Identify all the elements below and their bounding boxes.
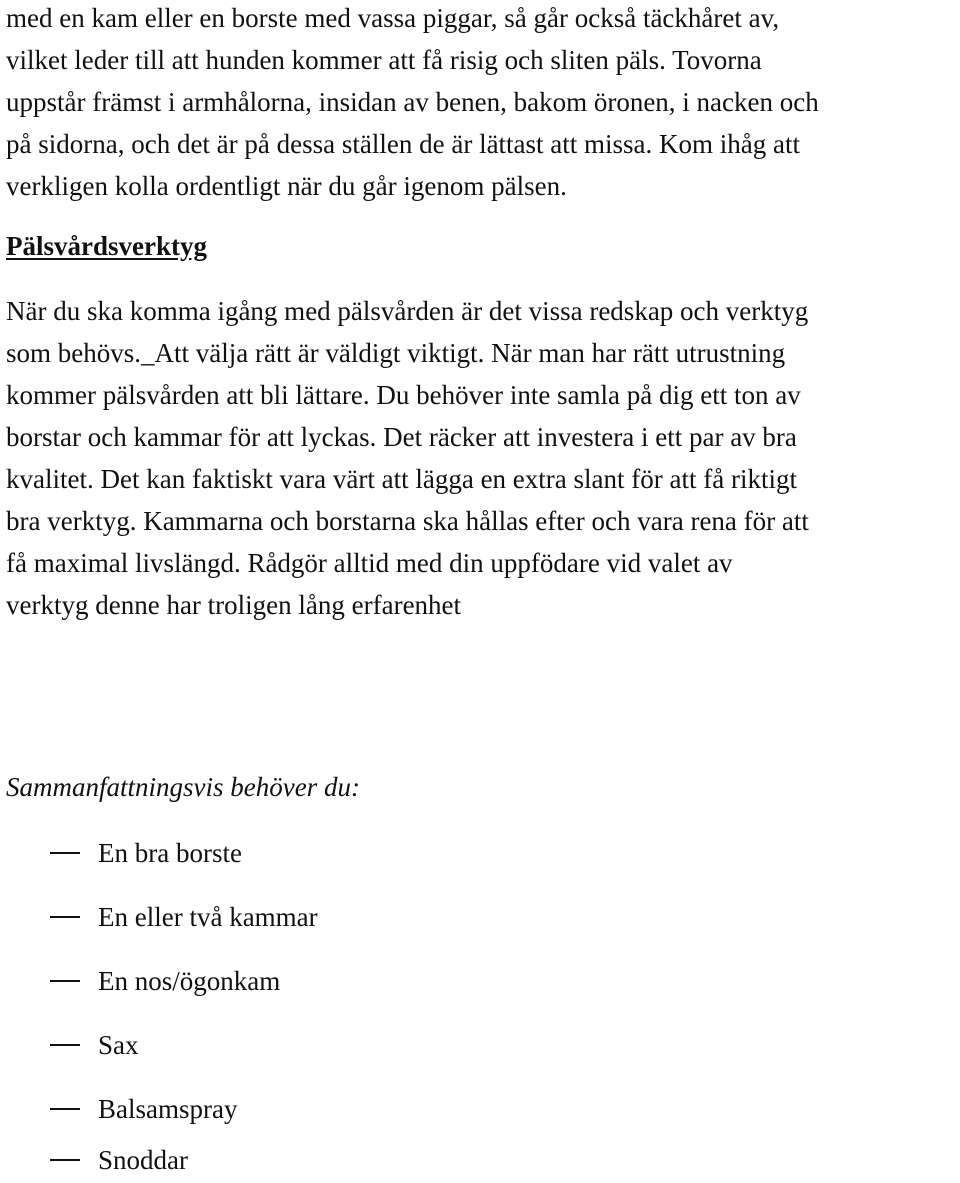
text-line: som behövs._Att välja rätt är väldigt viktigt. När man har rätt utrustning: [6, 338, 786, 368]
list-item-label: Sax: [98, 1030, 139, 1060]
list-item-label: Snoddar: [98, 1145, 188, 1175]
dash-bullet-icon: [50, 852, 80, 854]
section-heading: Pälsvårdsverktyg: [6, 231, 207, 261]
text-line: verktyg denne har troligen lång erfarenhet: [6, 590, 462, 620]
text-line: på sidorna, och det är på dessa ställen de är lättast att missa. Kom ihåg att: [6, 129, 801, 159]
text-line: borstar och kammar för att lyckas. Det räcker att investera i ett par av bra: [6, 422, 797, 452]
list-item: [50, 897, 318, 937]
list-item: [50, 961, 280, 1001]
text-line: vilket leder till att hunden kommer att få risig och sliten päls. Tovorna: [6, 45, 762, 75]
dash-bullet-icon: [50, 1159, 80, 1161]
list-item: [50, 1025, 139, 1065]
dash-bullet-icon: [50, 1044, 80, 1046]
list-item: [50, 1140, 188, 1180]
list-item-label: En bra borste: [98, 838, 242, 868]
summary-title: Sammanfattningsvis behöver du:: [6, 772, 360, 802]
dash-bullet-icon: [50, 1108, 80, 1110]
text-line: få maximal livslängd. Rådgör alltid med din uppfödare vid valet av: [6, 548, 733, 578]
text-line: uppstår främst i armhålorna, insidan av benen, bakom öronen, i nacken och: [6, 87, 819, 117]
text-line: När du ska komma igång med pälsvården är det vissa redskap och verktyg: [6, 296, 809, 326]
list-item: [50, 1089, 237, 1129]
dash-bullet-icon: [50, 980, 80, 982]
list-item-label: En eller två kammar: [98, 902, 318, 932]
text-line: med en kam eller en borste med vassa piggar, så går också täckhåret av,: [6, 3, 780, 33]
text-line: kommer pälsvården att bli lättare. Du behöver inte samla på dig ett ton av: [6, 380, 801, 410]
list-item-label: Balsamspray: [98, 1094, 238, 1124]
list-item: [50, 833, 242, 873]
text-line: verkligen kolla ordentligt när du går igenom pälsen.: [6, 171, 567, 201]
dash-bullet-icon: [50, 916, 80, 918]
list-item-label: En nos/ögonkam: [98, 966, 281, 996]
text-line: kvalitet. Det kan faktiskt vara värt att lägga en extra slant för att få riktigt: [6, 464, 797, 494]
text-line: bra verktyg. Kammarna och borstarna ska hållas efter och vara rena för att: [6, 506, 809, 536]
